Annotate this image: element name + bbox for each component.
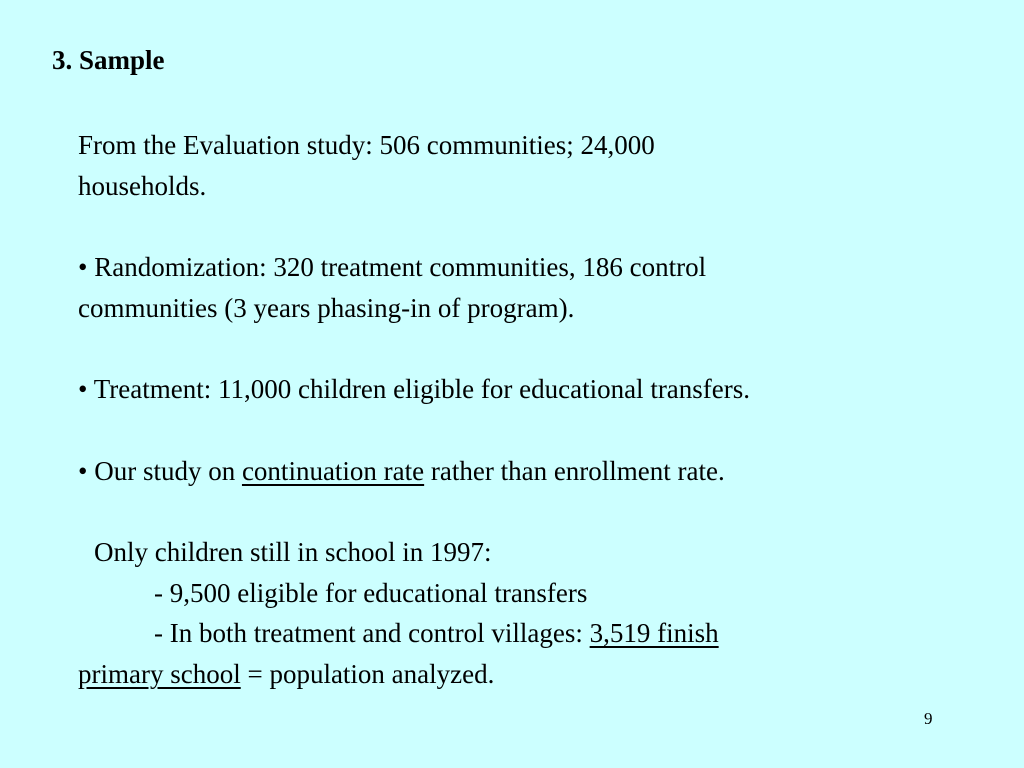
- study-line: [78, 451, 978, 492]
- page-number: 9: [924, 709, 933, 728]
- villages-prefix: - In both treatment and control villages:: [154, 618, 590, 649]
- population-suffix: = population analyzed.: [240, 658, 495, 689]
- study-prefix: • Our study on: [78, 455, 242, 486]
- study-suffix: rather than enrollment rate.: [424, 455, 725, 486]
- villages-sub-line: [78, 613, 978, 654]
- eligible-sub-line: - 9,500 eligible for educational transfers: [154, 577, 588, 608]
- slide-body: [78, 125, 978, 695]
- slide-heading: 3. Sample: [52, 45, 165, 75]
- only-children-line: Only children still in school in 1997:: [94, 536, 492, 567]
- primary-school-underlined: primary school: [78, 658, 241, 689]
- evaluation-line-1: From the Evaluation study: 506 communities; 24,000: [78, 130, 655, 160]
- continuation-rate-underlined: continuation rate: [241, 455, 425, 486]
- treatment-line: • Treatment: 11,000 children eligible for educational transfers.: [78, 374, 751, 405]
- spacer: [78, 491, 978, 532]
- evaluation-line-2: households.: [78, 170, 207, 201]
- spacer: [78, 410, 978, 451]
- randomization-line-1: • Randomization: 320 treatment communities, 186 control: [78, 252, 707, 283]
- spacer: [78, 206, 978, 247]
- spacer: [78, 328, 978, 369]
- finish-underlined: 3,519 finish: [589, 618, 719, 649]
- population-line: [78, 654, 978, 695]
- randomization-line-2: communities (3 years phasing-in of program).: [78, 292, 575, 323]
